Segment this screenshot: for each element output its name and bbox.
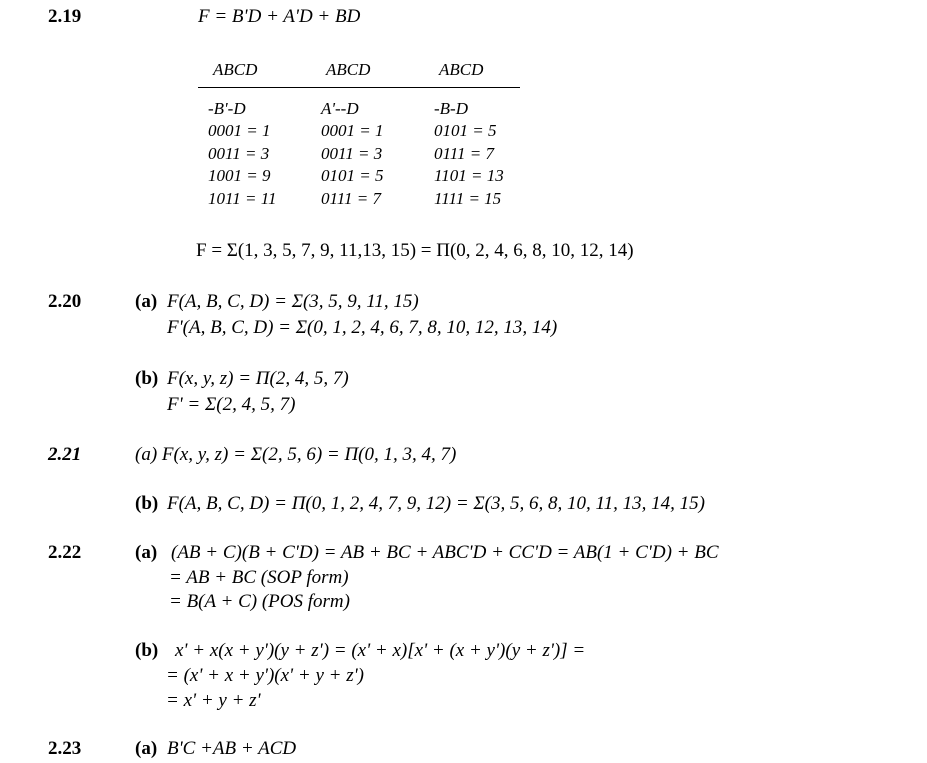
problem-2-23-a: B'C +AB + ACD [167,738,297,759]
table-cell: -B-D [434,99,468,118]
table-header: ABCD [439,60,484,79]
part-a-label: (a) [135,542,158,563]
problem-2-21-a: (a) F(x, y, z) = Σ(2, 5, 6) = Π(0, 1, 3, 4, 7) [135,444,457,465]
part-b-label: (b) [135,640,159,661]
table-cell: 1101 = 13 [434,166,504,185]
problem-2-22-a-line1: (AB + C)(B + C'D) = AB + BC + ABC'D + CC'D = AB(1 + C'D) + BC [171,542,719,563]
table-cell: 0011 = 3 [321,144,383,163]
problem-number-2-23: 2.23 [48,738,82,759]
problem-2-20-a-line1: F(A, B, C, D) = Σ(3, 5, 9, 11, 15) [167,291,419,312]
problem-2-20-b-line1: F(x, y, z) = Π(2, 4, 5, 7) [167,368,349,389]
problem-2-20-b-line2: F' = Σ(2, 4, 5, 7) [167,394,296,415]
part-b-label: (b) [135,493,159,514]
problem-number-2-22: 2.22 [48,542,82,563]
table-cell: 0001 = 1 [208,121,271,140]
problem-number-2-21: 2.21 [48,444,82,465]
problem-2-20-a-line2: F'(A, B, C, D) = Σ(0, 1, 2, 4, 6, 7, 8, 10, 12, 13, 14) [167,317,558,338]
table-divider [198,87,520,88]
problem-2-22-a-line2: = AB + BC (SOP form) [169,567,349,588]
table-cell: 0111 = 7 [321,189,381,208]
table-header: ABCD [213,60,258,79]
problem-2-21-b: F(A, B, C, D) = Π(0, 1, 2, 4, 7, 9, 12) = Σ(3, 5, 6, 8, 10, 11, 13, 14, 15) [167,493,705,514]
problem-number-2-19: 2.19 [48,6,82,27]
table-cell: 0011 = 3 [208,144,270,163]
problem-number-2-20: 2.20 [48,291,82,312]
part-b-label: (b) [135,368,159,389]
problem-2-19-result: F = Σ(1, 3, 5, 7, 9, 11,13, 15) = Π(0, 2, 4, 6, 8, 10, 12, 14) [196,240,634,261]
problem-2-22-a-line3: = B(A + C) (POS form) [169,591,350,612]
table-header: ABCD [326,60,371,79]
part-a-label: (a) [135,291,158,312]
problem-2-19-expression: F = B'D + A'D + BD [198,6,361,27]
table-cell: 0001 = 1 [321,121,384,140]
table-cell: A'--D [321,99,359,118]
problem-2-22-b-line1: x' + x(x + y')(y + z') = (x' + x)[x' + (x + y')(y + z')] = [175,640,586,661]
table-cell: 1011 = 11 [208,189,277,208]
part-a-label: (a) [135,738,158,759]
table-cell: 1001 = 9 [208,166,271,185]
table-cell: 1111 = 15 [434,189,502,208]
table-cell: 0101 = 5 [321,166,384,185]
problem-2-22-b-line2: = (x' + x + y')(x' + y + z') [166,665,364,686]
problem-2-22-b-line3: = x' + y + z' [166,690,261,711]
table-cell: -B'-D [208,99,246,118]
table-cell: 0101 = 5 [434,121,497,140]
table-cell: 0111 = 7 [434,144,494,163]
